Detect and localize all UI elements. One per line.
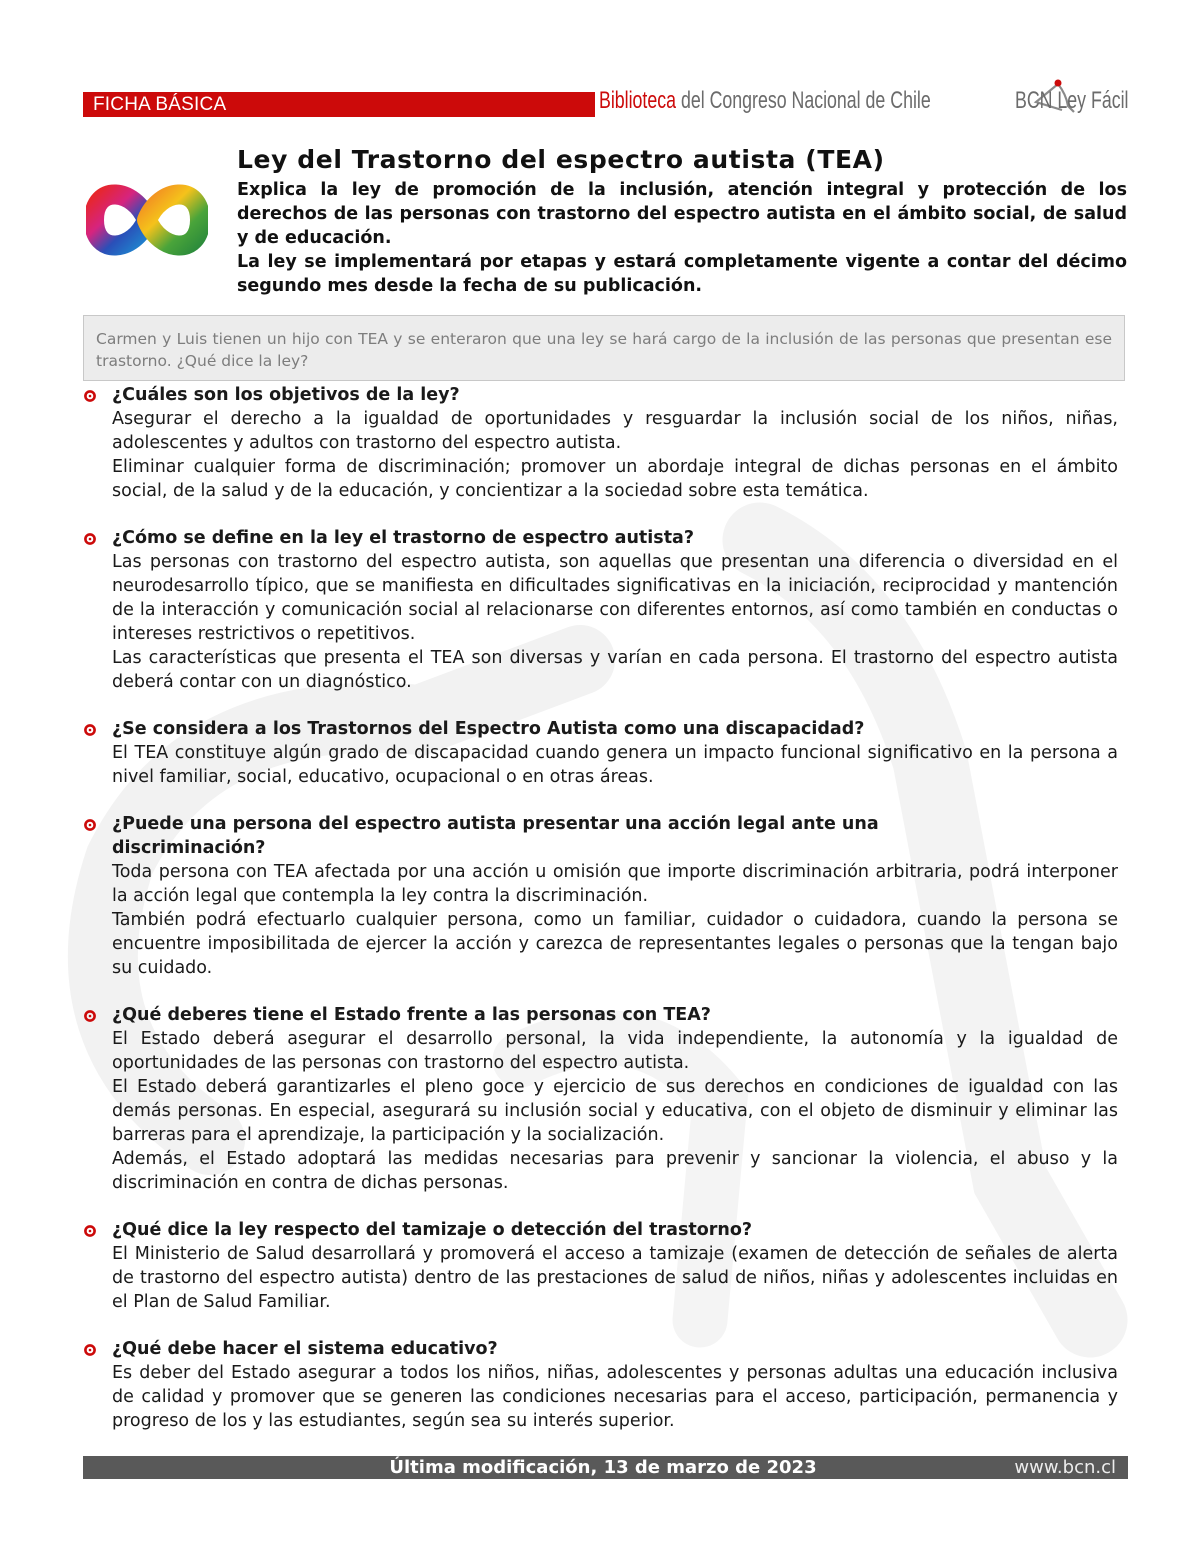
qa-section <box>83 1337 1118 1433</box>
circle-bullet-icon <box>84 1344 96 1356</box>
bcn-logo-congreso: del Congreso Nacional de Chile <box>676 87 931 114</box>
question-heading: ¿Qué debe hacer el sistema educativo? <box>112 1339 498 1359</box>
question-heading: ¿Cuáles son los objetivos de la ley? <box>112 385 460 405</box>
circle-bullet-icon <box>84 533 96 545</box>
qa-section <box>83 717 1118 789</box>
answer-paragraph: El TEA constituye algún grado de discapacidad cuando genera un impacto funcional significativo en la persona a nivel familiar, social, educativo, ocupacional o en otras áreas. <box>112 743 1118 787</box>
footer-url-link[interactable]: www.bcn.cl <box>1014 1457 1116 1478</box>
question-heading: ¿Se considera a los Trastornos del Espectro Autista como una discapacidad? <box>112 719 865 739</box>
summary-paragraph: Explica la ley de promoción de la inclusión, atención integral y protección de los derechos de las personas con trastorno del espectro autista en el ámbito social, de salud y de educación. <box>237 180 1127 248</box>
ficha-basica-bar: FICHA BÁSICA <box>83 92 595 117</box>
answer-paragraph: Toda persona con TEA afectada por una acción u omisión que importe discriminación arbitraria, podrá interponer la acción legal que contempla la ley contra la discriminación. <box>112 862 1118 906</box>
last-modified-date: Última modificación, 13 de marzo de 2023 <box>389 1457 817 1478</box>
tea-infinity-logo <box>86 168 208 272</box>
answer-paragraph: Asegurar el derecho a la igualdad de oportunidades y resguardar la inclusión social de los niños, niñas, adolescentes y adultos con trastorno del espectro autista. <box>112 409 1118 453</box>
qa-section <box>83 1218 1118 1314</box>
case-example-box: Carmen y Luis tienen un hijo con TEA y se enteraron que una ley se hará cargo de la inclusión de las personas que presentan ese trastorno. ¿Qué dice la ley? <box>83 315 1125 381</box>
question-heading: ¿Qué deberes tiene el Estado frente a las personas con TEA? <box>112 1005 711 1025</box>
circle-bullet-icon <box>84 1225 96 1237</box>
qa-section <box>83 526 1118 694</box>
footer-bar <box>83 1456 1128 1479</box>
answer-paragraph: Es deber del Estado asegurar a todos los niños, niñas, adolescentes y personas adultas una educación inclusiva de calidad y promover que se generen las condiciones necesarias para el acceso, participación, permanencia y progreso de los y las estudiantes, según sea su interés superior. <box>112 1363 1118 1431</box>
answer-paragraph: El Estado deberá asegurar el desarrollo personal, la vida independiente, la autonomía y la igualdad de oportunidades de las personas con trastorno del espectro autista. <box>112 1029 1118 1073</box>
question-heading: ¿Qué dice la ley respecto del tamizaje o detección del trastorno? <box>112 1220 753 1240</box>
answer-paragraph: Las características que presenta el TEA son diversas y varían en cada persona. El trastorno del espectro autista deberá contar con un diagnóstico. <box>112 648 1118 692</box>
qa-section <box>83 1003 1118 1195</box>
bcn-logo-text <box>599 82 931 120</box>
circle-bullet-icon <box>84 724 96 736</box>
summary-paragraph: La ley se implementará por etapas y estará completamente vigente a contar del décimo segundo mes desde la fecha de su publicación. <box>237 252 1127 296</box>
answer-paragraph: Las personas con trastorno del espectro autista, son aquellas que presentan una diferencia o diversidad en el neurodesarrollo típico, que se manifiesta en dificultades significativas en la iniciación, reciprocidad y mantención de la interacción y comunicación social al relacionarse con diferentes entornos, así como también en conductas o intereses restrictivos o repetitivos. <box>112 552 1118 644</box>
question-heading: ¿Cómo se define en la ley el trastorno de espectro autista? <box>112 528 695 548</box>
qa-section <box>83 383 1118 503</box>
answer-paragraph: El Ministerio de Salud desarrollará y promoverá el acceso a tamizaje (examen de detección de señales de alerta de trastorno del espectro autista) dentro de las prestaciones de salud de niños, niñas y adolescentes incluidas en el Plan de Salud Familiar. <box>112 1244 1118 1312</box>
answer-paragraph: El Estado deberá garantizarles el pleno goce y ejercicio de sus derechos en condiciones de igualdad con las demás personas. En especial, asegurará su inclusión social y educativa, con el objeto de disminuir y eliminar las barreras para el aprendizaje, la participación y la socialización. <box>112 1077 1118 1145</box>
circle-bullet-icon <box>84 390 96 402</box>
answer-paragraph: También podrá efectuarlo cualquier persona, como un familiar, cuidador o cuidadora, cuando la persona se encuentre imposibilitada de ejercer la acción y carezca de representantes legales o personas que la tengan bajo su cuidado. <box>112 910 1118 978</box>
qa-list <box>83 383 1118 1433</box>
answer-paragraph: Además, el Estado adoptará las medidas necesarias para prevenir y sancionar la violencia, el abuso y la discriminación en contra de dichas personas. <box>112 1149 1118 1193</box>
header <box>83 87 1129 120</box>
question-heading: ¿Puede una persona del espectro autista presentar una acción legal ante una discriminación? <box>112 814 879 858</box>
answer-paragraph: Eliminar cualquier forma de discriminación; promover un abordaje integral de dichas personas en el ámbito social, de la salud y de la educación, y concientizar a la sociedad sobre esta temática. <box>112 457 1118 501</box>
page-title: Ley del Trastorno del espectro autista (TEA) <box>237 145 885 174</box>
bcn-logo-biblioteca: Biblioteca <box>599 87 677 114</box>
title-block <box>237 144 1127 298</box>
bcn-ley-facil-text: BCN Ley Fácil <box>1015 87 1129 114</box>
circle-bullet-icon <box>84 1010 96 1022</box>
qa-section <box>83 812 1118 980</box>
circle-bullet-icon <box>84 819 96 831</box>
